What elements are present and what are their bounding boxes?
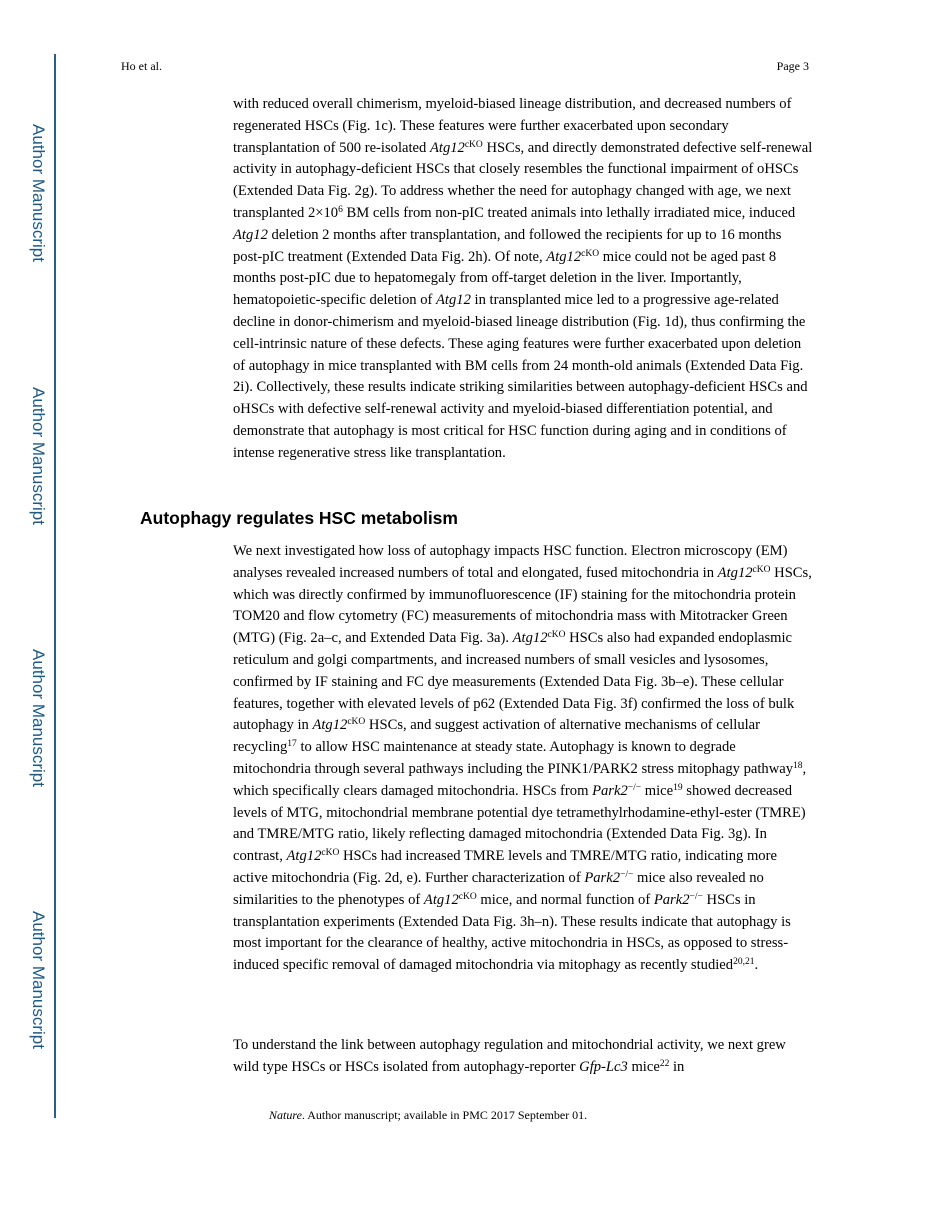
author-manuscript-label <box>26 113 50 273</box>
citation[interactable]: 20,21 <box>733 957 755 968</box>
author-manuscript-text: Author Manuscript <box>29 649 48 787</box>
journal-name: Nature <box>269 1108 302 1122</box>
citation[interactable]: 18 <box>793 760 803 771</box>
author-manuscript-text: Author Manuscript <box>29 911 48 1049</box>
margin-rule <box>54 54 56 1118</box>
author-manuscript-label <box>26 376 50 536</box>
page-number: Page 3 <box>776 59 809 73</box>
paragraph-2: We next investigated how loss of autophagy impacts HSC function. Electron microscopy (EM) analyses revealed increased numbers of total and elongated, fused mitochondria in $Atg12^{cKO}$ HSCs, which was directly confirmed by immunofluorescence (IF) staining for the mitochondria protein TOM20 and flow cytometry (FC) measurements of mitochondria mass with Mitotracker Green (MTG) (Fig. 2a–c, and Extended Data Fig. 3a). $Atg12^{cKO}$ HSCs also had expanded endoplasmic reticulum and golgi compartments, and increased numbers of small vesicles and lysosomes, confirmed by IF staining and FC dye measurements (Extended Data Fig. 3b–e). These cellular features, together with elevated levels of p62 (Extended Data Fig. 3f) confirmed the loss of bulk autophagy in $Atg12^{cKO}$ HSCs, and suggest activation of alternative mechanisms of cellular recycling$^{17}$ to allow HSC maintenance at steady state. Autophagy is known to degrade mitochondria through several pathways including the PINK1/PARK2 stress mitophagy pathway$^{18}$, which specifically clears damaged mitochondria. HSCs from Park2−/− mice$^{19}$ showed decreased levels of MTG, mitochondrial membrane potential dye tetramethylrhodamine-ethyl-ester (TMRE) and TMRE/MTG ratio, likely reflecting damaged mitochondria (Extended Data Fig. 3g). In contrast, $Atg12^{cKO}$ HSCs had increased TMRE levels and TMRE/MTG ratio, indicating more active mitochondria (Fig. 2d, e). Further characterization of Park2−/− mice also revealed no similarities to the phenotypes of $Atg12^{cKO}$ mice, and normal function of Park2−/− HSCs in transplantation experiments (Extended Data Fig. 3h–n). These results indicate that autophagy is most important for the clearance of healthy, active mitochondria in HSCs, as opposed to stress-induced specific removal of damaged mitochondria via mitophagy as recently studied$^{20,21}$. <box>233 543 812 974</box>
section-heading: Autophagy regulates HSC metabolism <box>140 508 458 528</box>
citation[interactable]: 17 <box>287 739 297 750</box>
author-manuscript-label <box>26 900 50 1060</box>
running-header-authors: Ho et al. <box>121 59 162 73</box>
author-manuscript-text: Author Manuscript <box>29 387 48 525</box>
footer-citation: Nature. Author manuscript; available in PMC 2017 September 01. <box>269 1108 588 1122</box>
citation[interactable]: 19 <box>673 782 683 793</box>
author-manuscript-text: Author Manuscript <box>29 124 48 262</box>
author-manuscript-label <box>26 638 50 798</box>
citation[interactable]: 22 <box>659 1058 670 1069</box>
paragraph-1: with reduced overall chimerism, myeloid-biased lineage distribution, and decreased numbers of regenerated HSCs (Fig. 1c). These features were further exacerbated upon secondary transplantation of 500 re-isolated $Atg12^{cKO}$ HSCs, and directly demonstrated defective self-renewal activity in autophagy-deficient HSCs that closely resembles the functional impairment of oHSCs (Extended Data Fig. 2g). To address whether the need for autophagy changed with age, we next transplanted $2\times 10^6$ BM cells from non-pIC treated animals into lethally irradiated mice, induced Atg12 deletion 2 months after transplantation, and followed the recipients for up to 16 months post-pIC treatment (Extended Data Fig. 2h). Of note, $Atg12^{cKO}$ mice could not be aged past 8 months post-pIC due to hepatomegaly from off-target deletion in the liver. Importantly, hematopoietic-specific deletion of Atg12 in transplanted mice led to a progressive age-related decline in donor-chimerism and myeloid-biased lineage distribution (Fig. 1d), thus confirming the cell-intrinsic nature of these defects. These aging features were further exacerbated upon deletion of autophagy in mice transplanted with BM cells from 24 month-old animals (Extended Data Fig. 2i). Collectively, these results indicate striking similarities between autophagy-deficient HSCs and oHSCs with defective self-renewal activity and myeloid-biased differentiation potential, and demonstrate that autophagy is most critical for HSC function during aging and in conditions of intense regenerative stress like transplantation. <box>233 96 813 461</box>
paragraph-3: To understand the link between autophagy regulation and mitochondrial activity, we next grew wild type HSCs or HSCs isolated from autophagy-reporter Gfp-Lc3 mice$^{22}$ in <box>233 1037 786 1075</box>
